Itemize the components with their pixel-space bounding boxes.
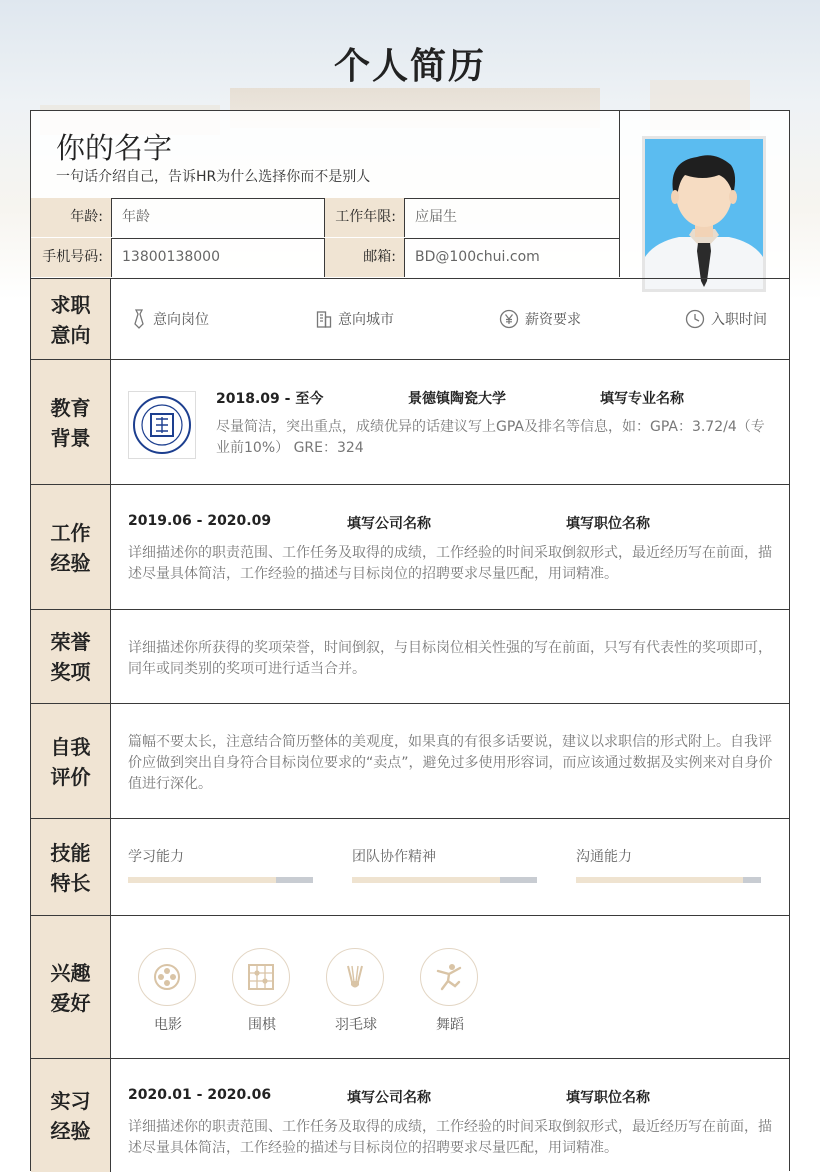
- education-school[interactable]: 景德镇陶瓷大学: [408, 391, 506, 407]
- phone-value[interactable]: 13800138000: [112, 238, 325, 277]
- skill-name: 团队协作精神: [352, 849, 436, 865]
- section-label: 求职意向: [31, 279, 111, 360]
- hobby-label: 电影: [154, 1017, 182, 1033]
- skill-name: 学习能力: [128, 849, 184, 865]
- years-value[interactable]: 应届生: [415, 209, 457, 225]
- skill-bar: [352, 877, 537, 883]
- page-title: 个人简历: [333, 46, 486, 87]
- yen-icon: [499, 309, 519, 329]
- section-work: [31, 484, 789, 610]
- intent-city-label: 意向城市: [338, 312, 394, 328]
- section-label: 工作经验: [31, 485, 111, 610]
- intent-start-date-label: 入职时间: [711, 312, 767, 328]
- info-row: [31, 198, 619, 239]
- self-eval-desc[interactable]: 篇幅不要太长，注意结合简历整体的美观度，如果真的有很多话要说，建议以求职信的形式附上。自我评价应做到突出自身符合目标岗位要求的“卖点”，避免过多使用形容词，而应该通过数据及实例来对自身价值进行深化。: [128, 734, 773, 792]
- skill-name: 沟通能力: [576, 849, 632, 865]
- section-hobbies: [31, 915, 789, 1059]
- section-label: 教育背景: [31, 360, 111, 485]
- tie-icon: [131, 309, 147, 329]
- honors-body: [111, 610, 789, 704]
- section-skills: [31, 818, 789, 916]
- profile-name[interactable]: 你的名字: [56, 131, 173, 165]
- work-company[interactable]: 填写公司名称: [347, 516, 431, 532]
- skill-bar-fill: [352, 877, 500, 883]
- film-reel-icon: [152, 962, 182, 992]
- intent-city[interactable]: [316, 279, 394, 359]
- email-value[interactable]: BD@100chui.com: [415, 249, 540, 265]
- section-label: 实习经验: [31, 1059, 111, 1172]
- intent-salary-label: 薪资要求: [525, 312, 581, 328]
- intern-company[interactable]: 填写公司名称: [347, 1090, 431, 1106]
- intent-position-label: 意向岗位: [153, 312, 209, 328]
- work-desc[interactable]: 详细描述你的职责范围、工作任务及取得的成绩，工作经验的时间采取倒叙形式，最近经历写在前面，描述尽量具体简洁，工作经验的描述与目标岗位的招聘要求尽量匹配，用词精准。: [128, 545, 772, 582]
- basic-info-grid: [31, 198, 619, 278]
- shuttlecock-icon: [340, 962, 370, 992]
- hobby-item[interactable]: [420, 948, 480, 1034]
- education-desc[interactable]: 尽量简洁，突出重点，成绩优异的话建议写上GPA及排名等信息，如：GPA：3.72/4（专业前10%） GRE：324: [216, 419, 765, 456]
- intern-position[interactable]: 填写职位名称: [566, 1090, 650, 1106]
- resume-sheet: [30, 110, 790, 1171]
- skill-bar: [576, 877, 761, 883]
- hobby-item[interactable]: [326, 948, 386, 1034]
- education-body: [111, 360, 789, 485]
- hobbies-body: [111, 916, 789, 1059]
- age-value[interactable]: 年龄: [112, 198, 325, 237]
- intent-salary[interactable]: [499, 279, 581, 359]
- age-label: 年龄:: [31, 198, 112, 237]
- hobby-label: 舞蹈: [436, 1017, 464, 1033]
- self-eval-body: [111, 704, 789, 819]
- section-education: [31, 359, 789, 485]
- go-board-icon: [246, 962, 276, 992]
- section-label: 技能特长: [31, 819, 111, 916]
- education-period[interactable]: 2018.09 - 至今: [216, 391, 324, 407]
- intern-period[interactable]: 2020.01 - 2020.06: [128, 1087, 272, 1103]
- building-icon: [316, 310, 332, 328]
- clock-icon: [685, 309, 705, 329]
- phone-label: 手机号码:: [31, 238, 112, 277]
- section-honors: [31, 609, 789, 704]
- skill-bar-fill: [128, 877, 276, 883]
- email-label: 邮箱:: [325, 238, 405, 277]
- section-intent: [31, 278, 789, 360]
- work-position[interactable]: 填写职位名称: [566, 516, 650, 532]
- work-body: [111, 485, 789, 610]
- section-label: 自我评价: [31, 704, 111, 819]
- honors-desc[interactable]: 详细描述你所获得的奖项荣誉，时间倒叙，与目标岗位相关性强的写在前面，只写有代表性的奖项即可，同年或同类别的奖项可进行适当合并。: [128, 640, 772, 677]
- intent-position[interactable]: [131, 279, 209, 359]
- avatar[interactable]: [642, 136, 766, 292]
- intern-body: [111, 1059, 789, 1172]
- section-intern: [31, 1058, 789, 1172]
- hobby-item[interactable]: [232, 948, 292, 1034]
- hobby-label: 羽毛球: [335, 1017, 377, 1033]
- section-label: 兴趣爱好: [31, 916, 111, 1059]
- education-major[interactable]: 填写专业名称: [600, 391, 684, 407]
- photo-cell: [619, 111, 790, 277]
- hobby-item[interactable]: [138, 948, 198, 1034]
- intent-start-date[interactable]: [685, 279, 767, 359]
- work-period[interactable]: 2019.06 - 2020.09: [128, 513, 272, 529]
- years-label: 工作年限:: [325, 198, 405, 237]
- school-logo: [128, 391, 196, 459]
- intern-desc[interactable]: 详细描述你的职责范围、工作任务及取得的成绩，工作经验的时间采取倒叙形式，最近经历写在前面，描述尽量具体简洁，工作经验的描述与目标岗位的招聘要求尽量匹配，用词精准。: [128, 1119, 772, 1156]
- intent-body: [111, 279, 789, 360]
- skills-body: [111, 819, 789, 916]
- section-label: 荣誉奖项: [31, 610, 111, 704]
- dancer-icon: [434, 962, 464, 992]
- section-self-eval: [31, 703, 789, 819]
- skill-bar: [128, 877, 313, 883]
- skill-bar-fill: [576, 877, 743, 883]
- profile-intro[interactable]: 一句话介绍自己，告诉HR为什么选择你而不是别人: [56, 169, 371, 185]
- profile-header: [31, 111, 619, 199]
- hobby-label: 围棋: [248, 1017, 276, 1033]
- info-row: [31, 238, 619, 279]
